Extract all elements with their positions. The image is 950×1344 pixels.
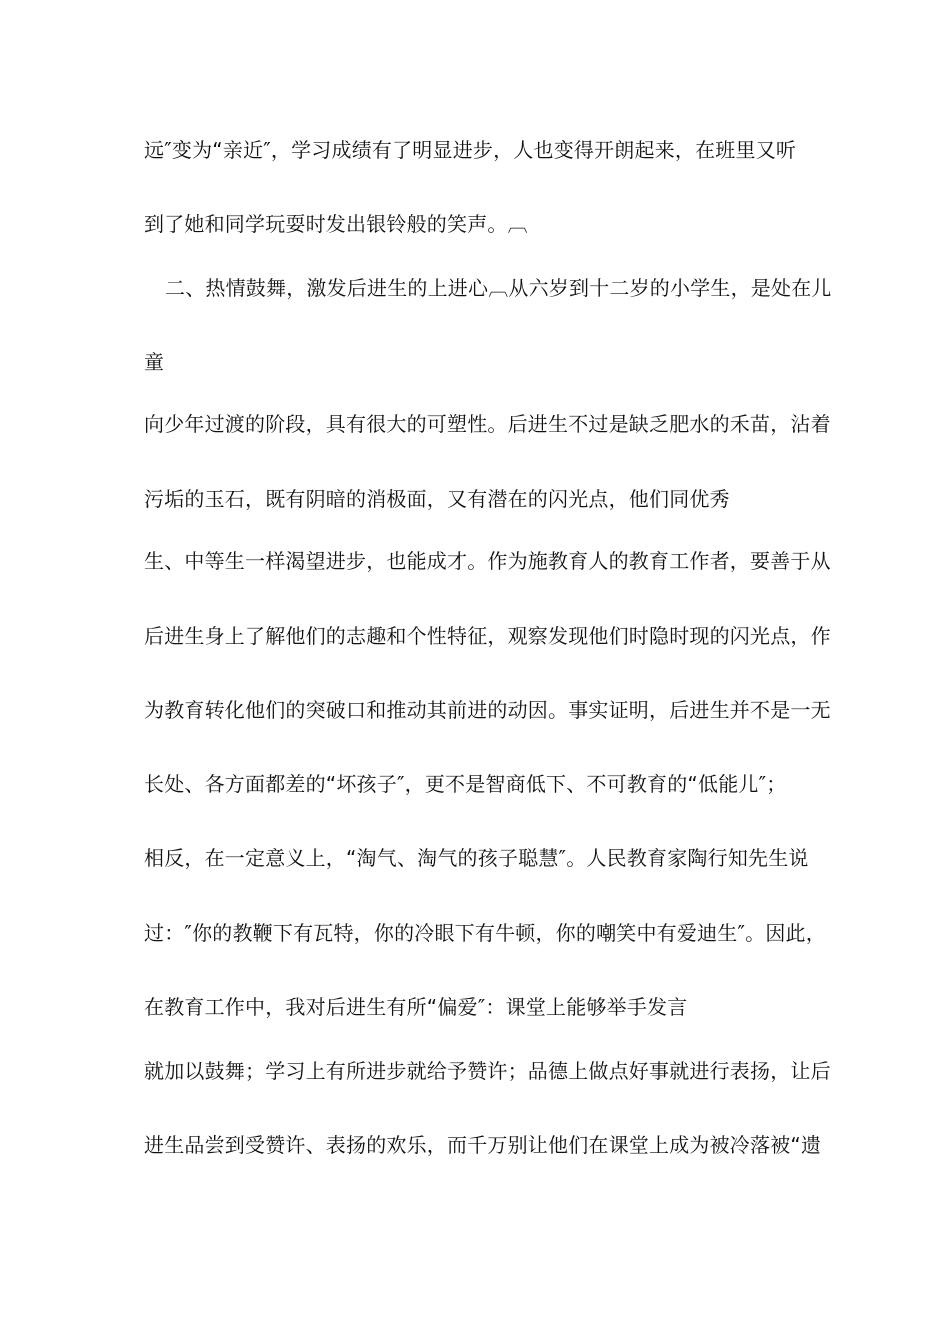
text-line: 进生品尝到受赞许、表扬的欢乐，而千万别让他们在课堂上成为被冷落被“遗 xyxy=(144,1133,822,1157)
text-line: 就加以鼓舞；学习上有所进步就给予赞许；品德上做点好事就进行表扬，让后 xyxy=(144,1059,831,1083)
text-line: 在教育工作中，我对后进生有所“偏爱″：课堂上能够举手发言 xyxy=(144,995,688,1019)
text-line: 二、热情鼓舞，激发后进生的上进心︹从六岁到十二岁的小学生，是处在儿 xyxy=(165,276,832,300)
text-line: 生、中等生一样渴望进步，也能成才。作为施教育人的教育工作者，要善于从 xyxy=(144,549,831,573)
text-line: 过：″你的教鞭下有瓦特，你的冷眼下有牛顿，你的嘲笑中有爱迪生″。因此， xyxy=(144,921,826,945)
text-line: 远″变为“亲近″，学习成绩有了明显进步，人也变得开朗起来，在班里又听 xyxy=(144,138,797,162)
text-line: 向少年过渡的阶段，具有很大的可塑性。后进生不过是缺乏肥水的禾苗，沾着 xyxy=(144,412,831,436)
text-line: 到了她和同学玩耍时发出银铃般的笑声。︹ xyxy=(144,212,528,236)
text-line: 后进生身上了解他们的志趣和个性特征，观察发现他们时隐时现的闪光点，作 xyxy=(144,624,831,648)
text-line: 长处、各方面都差的“坏孩子″，更不是智商低下、不可教育的“低能儿″； xyxy=(144,772,787,796)
text-line: 相反，在一定意义上，“淘气、淘气的孩子聪慧″。人民教育家陶行知先生说 xyxy=(144,846,809,870)
text-line: 童 xyxy=(144,350,165,374)
text-line: 为教育转化他们的突破口和推动其前进的动因。事实证明，后进生并不是一无 xyxy=(144,698,831,722)
text-line: 污垢的玉石，既有阴暗的消极面，又有潜在的闪光点，他们同优秀 xyxy=(144,487,730,511)
